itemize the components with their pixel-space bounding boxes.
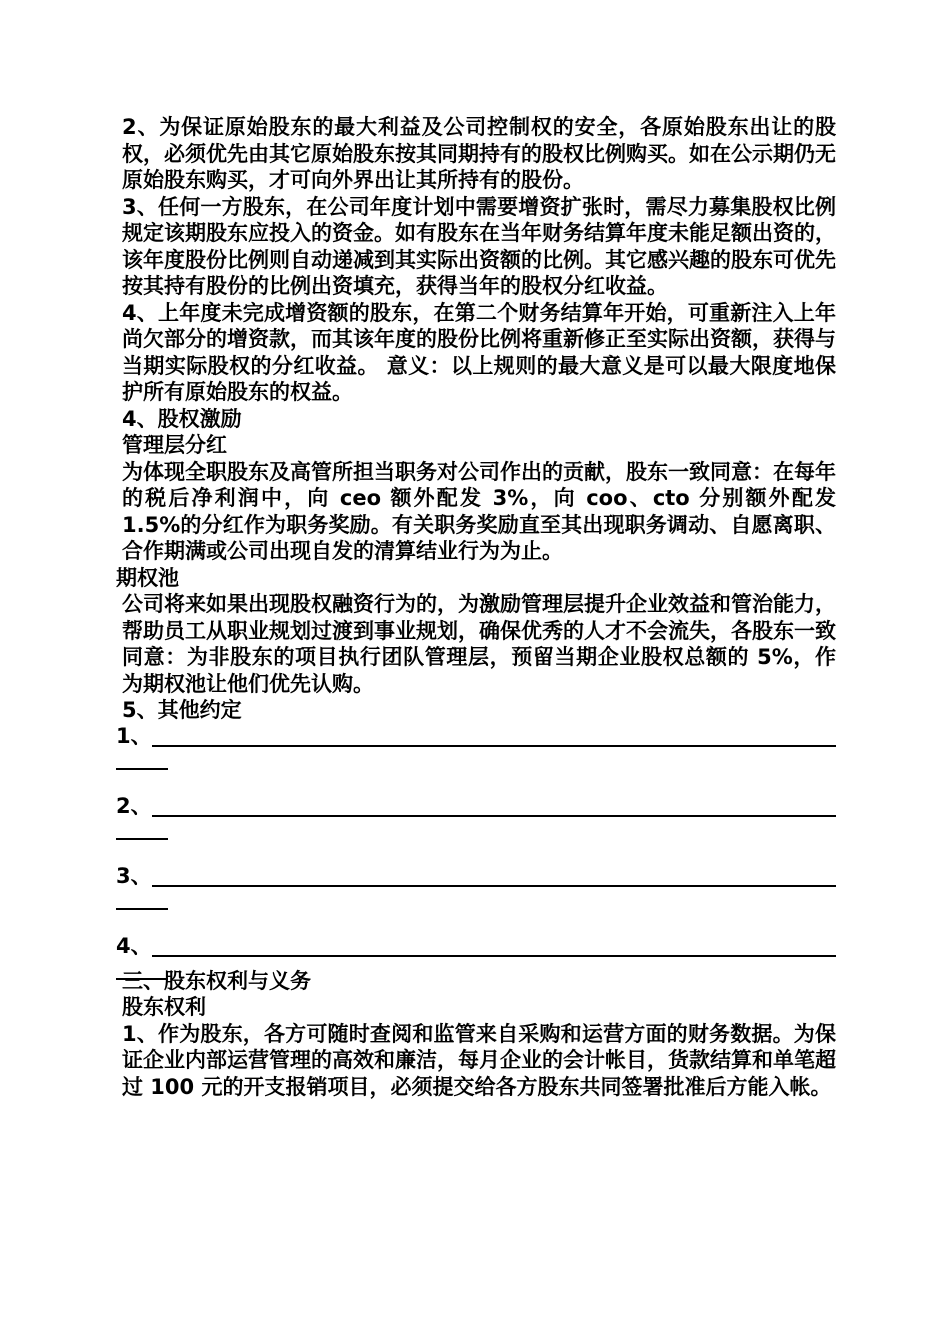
option-pool-title: 期权池 <box>116 565 179 590</box>
blank-item-number: 3、 <box>116 864 152 888</box>
clause-2-paragraph: 2、为保证原始股东的最大利益及公司控制权的安全，各原始股东出让的股权，必须优先由其它原始股东按其同期持有的股权比例购买。如在公示期仍无原始股东购买，才可向外界出让其所持有的股份。 <box>122 115 836 192</box>
blank-item-number: 2、 <box>116 794 152 818</box>
fill-in-blank-continuation <box>116 768 168 770</box>
blank-item-2 <box>116 794 836 840</box>
equity-incentive-heading: 4、股权激励 <box>122 406 242 431</box>
blank-item-3 <box>116 864 836 910</box>
clause-4-paragraph: 4、上年度未完成增资额的股东，在第二个财务结算年开始，可重新注入上年尚欠部分的增资款，而其该年度的股份比例将重新修正至实际出资额，获得与当期实际股权的分红收益。 意义：以上规则的最大意义是可以最大限度地保护所有原始股东的权益。 <box>122 300 836 404</box>
management-bonus-title: 管理层分红 <box>122 433 227 457</box>
clause-3-paragraph: 3、任何一方股东，在公司年度计划中需要增资扩张时，需尽力募集股权比例规定该期股东应投入的资金。如有股东在当年财务结算年度未能足额出资的，该年度股份比例则自动递减到其实际出资额的比例。其它感兴趣的股东可优先按其持有股份的比例出资填充，获得当年的股权分红收益。 <box>122 194 836 298</box>
shareholder-rights-paragraph-1: 1、作为股东，各方可随时查阅和监管来自采购和运营方面的财务数据。为保证企业内部运营管理的高效和廉洁，每月企业的会计帐目，货款结算和单笔超过 100 元的开支报销项目，必须提交给各方股东共同签署批准后方能入帐。 <box>122 1021 836 1099</box>
blank-item-number: 1、 <box>116 724 152 748</box>
option-pool-paragraph: 公司将来如果出现股权融资行为的，为激励管理层提升企业效益和管治能力，帮助员工从职业规划过渡到事业规划，确保优秀的人才不会流失，各股东一致同意：为非股东的项目执行团队管理层，预留当期企业股权总额的 5%，作为期权池让他们优先认购。 <box>122 592 836 696</box>
fill-in-blank-line <box>152 885 836 887</box>
fill-in-blank-line <box>152 955 836 957</box>
fill-in-blank-continuation <box>116 838 168 840</box>
fill-in-blank-line <box>152 815 836 817</box>
fill-in-blank-line <box>152 745 836 747</box>
other-agreements-heading: 5、其他约定 <box>122 698 242 722</box>
fill-in-blank-continuation <box>116 908 168 910</box>
document-page <box>116 114 836 1100</box>
blank-item-1 <box>116 724 836 770</box>
shareholder-rights-title: 股东权利 <box>122 995 206 1019</box>
section-3-heading: 三、股东权利与义务 <box>122 968 311 993</box>
blank-item-number: 4、 <box>116 934 152 958</box>
management-bonus-paragraph: 为体现全职股东及高管所担当职务对公司作出的贡献，股东一致同意：在每年的税后净利润中，向 ceo 额外配发 3%，向 coo、cto 分别额外配发 1.5%的分红作为职务奖励。有关职务奖励直至其出现职务调动、自愿离职、合作期满或公司出现自发的清算结业行为为止。 <box>122 459 836 563</box>
